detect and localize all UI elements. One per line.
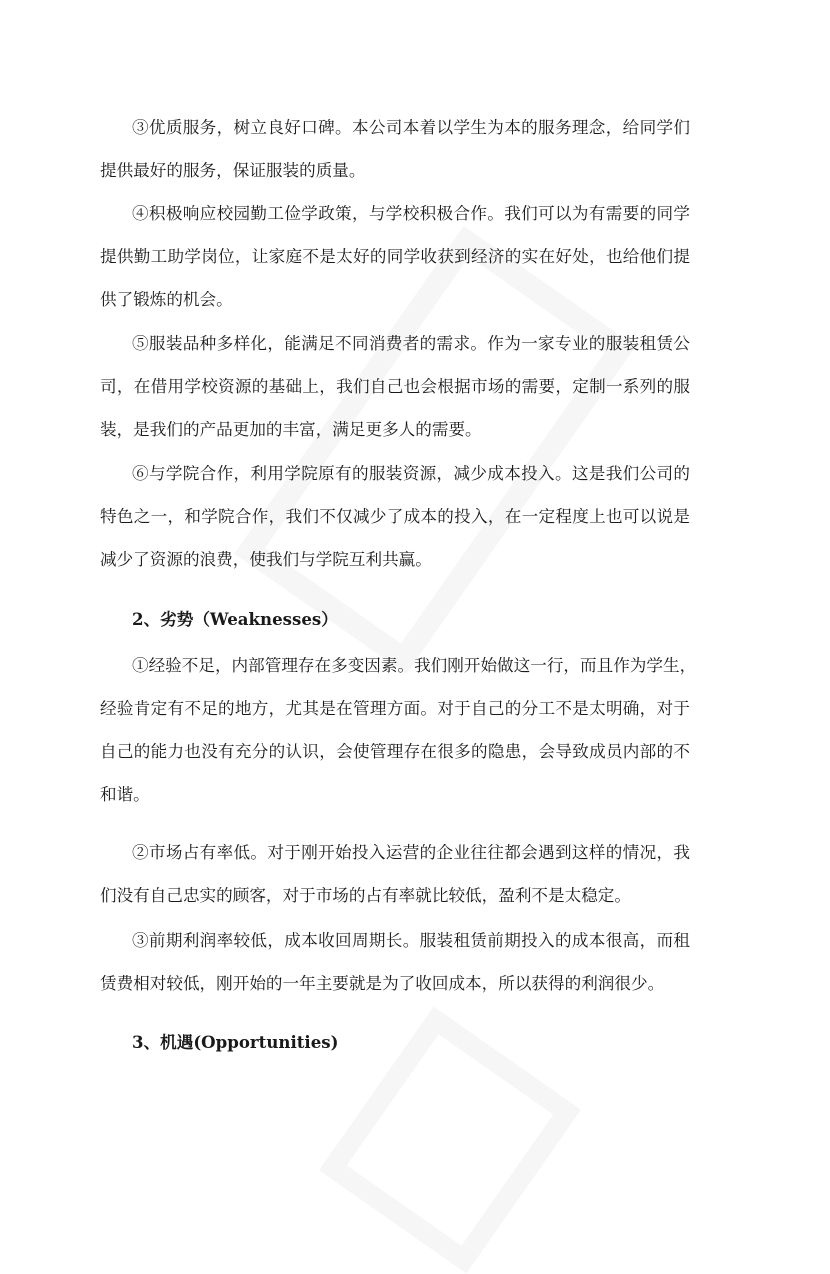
text-line: ②市场占有率低。对于刚开始投入运营的企业往往都会遇到这样的情况，我 (132, 843, 690, 862)
text-line: ③优质服务，树立良好口碑。本公司本着以学生为本的服务理念，给同学们 (132, 118, 690, 137)
text-line: 司，在借用学校资源的基础上，我们自己也会根据市场的需要，定制一系列的服 (100, 377, 690, 396)
paragraph-weakness-3 (100, 919, 690, 1005)
text-line: ⑥与学院合作，利用学院原有的服装资源，减少成本投入。这是我们公司的 (132, 464, 690, 483)
text-line: 自己的能力也没有充分的认识，会使管理存在很多的隐患，会导致成员内部的不 (100, 742, 690, 761)
paragraph-weakness-1 (100, 644, 697, 816)
text-line: 提供勤工助学岗位，让家庭不是太好的同学收获到经济的实在好处，也给他们提 (100, 247, 690, 266)
text-line: 装，是我们的产品更加的丰富，满足更多人的需要。 (100, 420, 482, 439)
text-line: 经验肯定有不足的地方，尤其是在管理方面。对于自己的分工不是太明确，对于 (100, 699, 690, 718)
text-line: 们没有自己忠实的顾客，对于市场的占有率就比较低，盈利不是太稳定。 (100, 886, 631, 905)
paragraph-strength-4 (100, 192, 690, 321)
section-heading-weaknesses (100, 598, 690, 641)
heading-text: 3、机遇(Opportunities) (132, 1032, 339, 1052)
text-line: ④积极响应校园勤工俭学政策，与学校积极合作。我们可以为有需要的同学 (132, 204, 690, 223)
text-line: 减少了资源的浪费，使我们与学院互利共赢。 (100, 550, 432, 569)
paragraph-strength-5 (100, 322, 690, 451)
text-line: ⑤服装品种多样化，能满足不同消费者的需求。作为一家专业的服装租赁公 (132, 334, 690, 353)
text-line: 赁费相对较低，刚开始的一年主要就是为了收回成本，所以获得的利润很少。 (100, 974, 665, 993)
heading-text: 2、劣势（Weaknesses） (132, 609, 338, 629)
section-heading-opportunities (100, 1021, 690, 1064)
text-line: ③前期利润率较低，成本收回周期长。服装租赁前期投入的成本很高，而租 (132, 931, 690, 950)
text-line: ①经验不足，内部管理存在多变因素。我们刚开始做这一行，而且作为学生， (132, 656, 697, 675)
paragraph-strength-3 (100, 106, 690, 192)
text-line: 特色之一，和学院合作，我们不仅减少了成本的投入，在一定程度上也可以说是 (100, 507, 690, 526)
text-line: 供了锻炼的机会。 (100, 290, 233, 309)
text-line: 提供最好的服务，保证服装的质量。 (100, 161, 366, 180)
text-line: 和谐。 (100, 785, 150, 804)
paragraph-weakness-2 (100, 831, 690, 917)
paragraph-strength-6 (100, 452, 690, 581)
